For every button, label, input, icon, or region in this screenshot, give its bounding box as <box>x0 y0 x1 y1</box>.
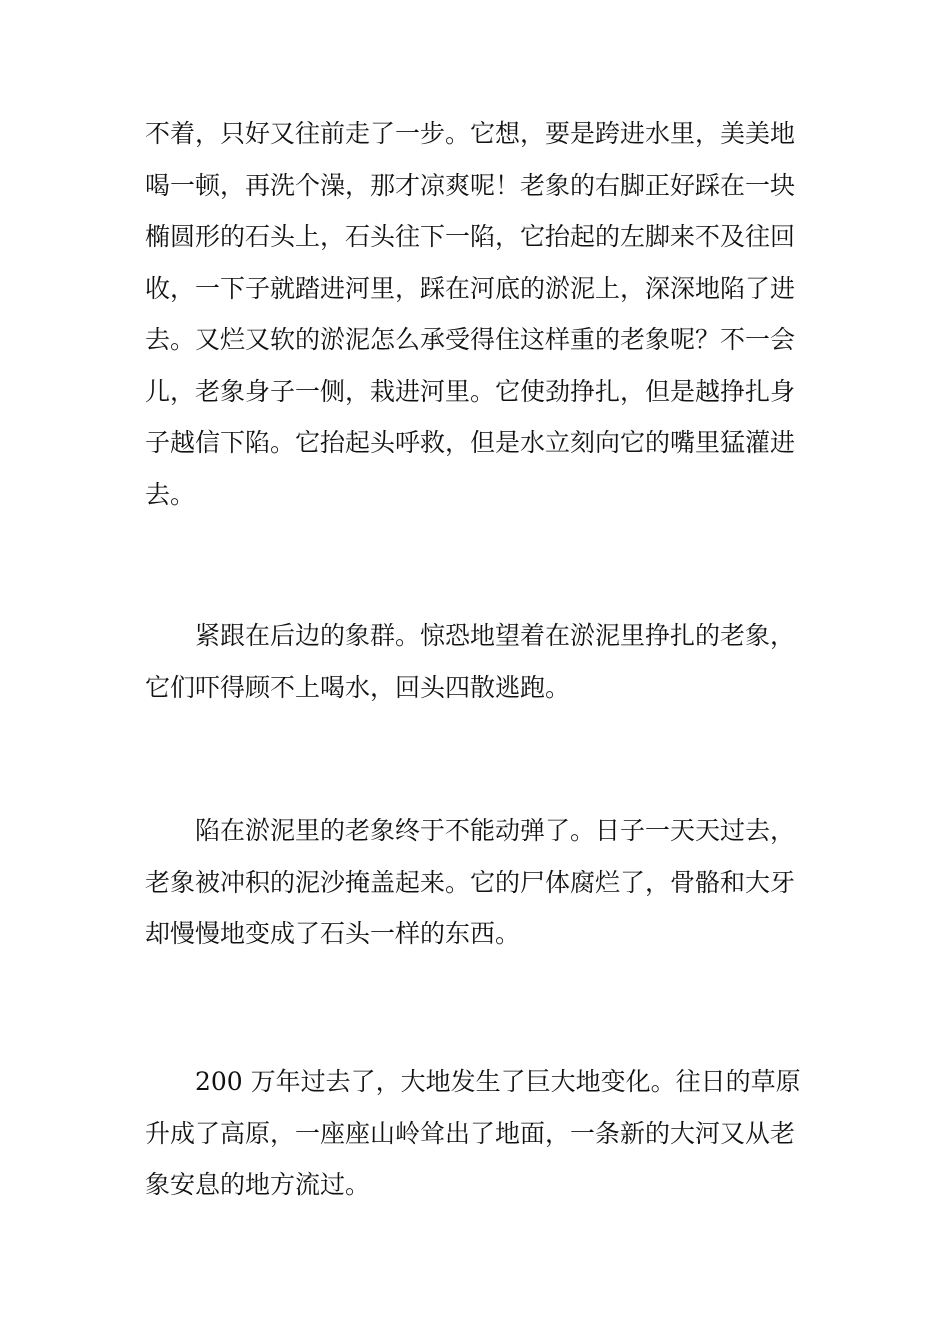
text-line: 升成了高原，一座座山岭耸出了地面，一条新的大河又从老 <box>145 1118 796 1148</box>
text-line: 子越信下陷。它抬起头呼救，但是水立刻向它的嘴里猛灌进 <box>145 428 796 457</box>
text-line: 儿，老象身子一侧，栽进河里。它使劲挣扎，但是越挣扎身 <box>145 376 796 406</box>
text-line: 却慢慢地变成了石头一样的东西。 <box>145 919 521 948</box>
paragraph-2 <box>145 610 810 713</box>
paragraph-4 <box>145 1056 810 1211</box>
text-line: 它们吓得顾不上喝水，回头四散逃跑。 <box>145 672 571 702</box>
text-line: 陷在淤泥里的老象终于不能动弹了。日子一天天过去， <box>195 816 796 845</box>
text-line: 喝一顿，再洗个澡，那才凉爽呢！老象的右脚正好踩在一块 <box>145 170 796 200</box>
text-line: 紧跟在后边的象群。惊恐地望着在淤泥里挣扎的老象， <box>195 621 796 650</box>
text-line: 老象被冲积的泥沙掩盖起来。它的尸体腐烂了，骨骼和大牙 <box>145 867 796 897</box>
text-line: 不着，只好又往前走了一步。它想，要是跨进水里，美美地 <box>145 119 796 148</box>
paragraph-3 <box>145 805 810 960</box>
text-line: 去。 <box>145 479 196 509</box>
text-line: 椭圆形的石头上，石头往下一陷，它抬起的左脚来不及往回 <box>145 222 796 251</box>
text-line: 收，一下子就踏进河里，踩在河底的淤泥上，深深地陷了进 <box>145 273 796 303</box>
text-line: 象安息的地方流过。 <box>145 1170 371 1199</box>
text-line: 去。又烂又软的淤泥怎么承受得住这样重的老象呢？不一会 <box>145 325 796 354</box>
text-line: 200 万年过去了，大地发生了巨大地变化。往日的草原 <box>195 1067 801 1096</box>
paragraph-1 <box>145 108 810 520</box>
